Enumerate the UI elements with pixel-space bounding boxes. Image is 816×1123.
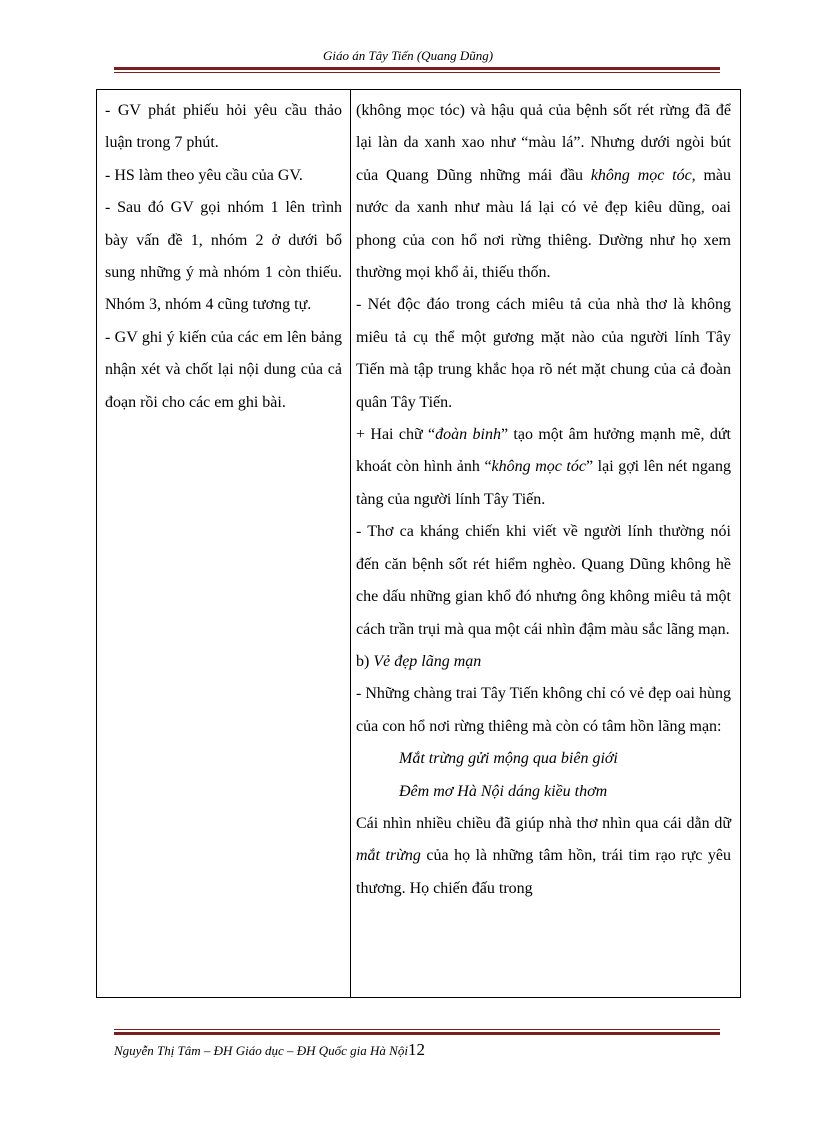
- content-paragraph: Cái nhìn nhiều chiều đã giúp nhà thơ nhìn qua cái dằn dữ mắt trừng của họ là những tâm hồn, trái tim rạo rực yêu thương. Họ chiến đấu trong: [356, 814, 731, 897]
- content-column: [356, 95, 731, 905]
- column-divider: [350, 90, 351, 997]
- content-paragraph: (không mọc tóc) và hậu quả của bệnh sốt rét rừng đã để lại làn da xanh xao như “màu lá”. Nhưng dưới ngòi bút của Quang Dũng những mái đầu không mọc tóc, màu nước da xanh như màu lá lại có vẻ đẹp kiêu dũng, oai phong của con hổ nơi rừng thiêng. Dường như họ xem thường mọi khổ ải, thiếu thốn.: [356, 102, 732, 282]
- page-footer: [114, 1041, 425, 1060]
- content-paragraph: - Những chàng trai Tây Tiến không chỉ có vẻ đẹp oai hùng của con hổ nơi rừng thiêng mà còn có tâm hồn lãng mạn:: [356, 685, 731, 735]
- page-number: 12: [407, 1040, 425, 1059]
- footer-rule-thick: [114, 1032, 720, 1035]
- lesson-table: [96, 89, 741, 998]
- section-heading: b) Vẻ đẹp lãng mạn: [356, 652, 482, 670]
- activity-item: - GV ghi ý kiến của các em lên bảng nhận xét và chốt lại nội dung của cả đoạn rồi cho các em ghi bài.: [105, 328, 342, 411]
- header-rule-thin: [114, 72, 720, 73]
- content-paragraph: - Nét độc đáo trong cách miêu tả của nhà thơ là không miêu tả cụ thể một gương mặt nào của người lính Tây Tiến mà tập trung khắc họa rõ nét mặt chung của cả đoàn quân Tây Tiến.: [356, 296, 731, 411]
- page-header-title: Giáo án Tây Tiến (Quang Dũng): [322, 48, 494, 63]
- activity-item: - GV phát phiếu hỏi yêu cầu thảo luận trong 7 phút.: [105, 102, 342, 152]
- poem-line: Đêm mơ Hà Nội dáng kiều thơm: [399, 782, 608, 800]
- content-paragraph: + Hai chữ “đoàn binh” tạo một âm hưởng mạnh mẽ, dứt khoát còn hình ảnh “không mọc tóc” lại gợi lên nét ngang tàng của người lính Tây Tiến.: [356, 426, 731, 508]
- footer-author: Nguyễn Thị Tâm – ĐH Giáo dục – ĐH Quốc gia Hà Nội: [114, 1043, 408, 1058]
- poem-line: Mắt trừng gửi mộng qua biên giới: [399, 750, 618, 768]
- activity-item: - Sau đó GV gọi nhóm 1 lên trình bày vấn đề 1, nhóm 2 ở dưới bổ sung những ý mà nhóm 1 còn thiếu. Nhóm 3, nhóm 4 cũng tương tự.: [105, 199, 342, 314]
- footer-rule-thin: [114, 1029, 720, 1030]
- activity-item: - HS làm theo yêu cầu của GV.: [105, 166, 303, 184]
- header-rule-thick: [114, 67, 720, 70]
- activity-column: [105, 95, 342, 419]
- content-paragraph: - Thơ ca kháng chiến khi viết về người lính thường nói đến căn bệnh sốt rét hiểm nghèo. Quang Dũng không hề che dấu những gian khổ đó nhưng ông không miêu tả một cách trần trụi mà qua một cái nhìn đậm màu sắc lãng mạn.: [356, 523, 731, 638]
